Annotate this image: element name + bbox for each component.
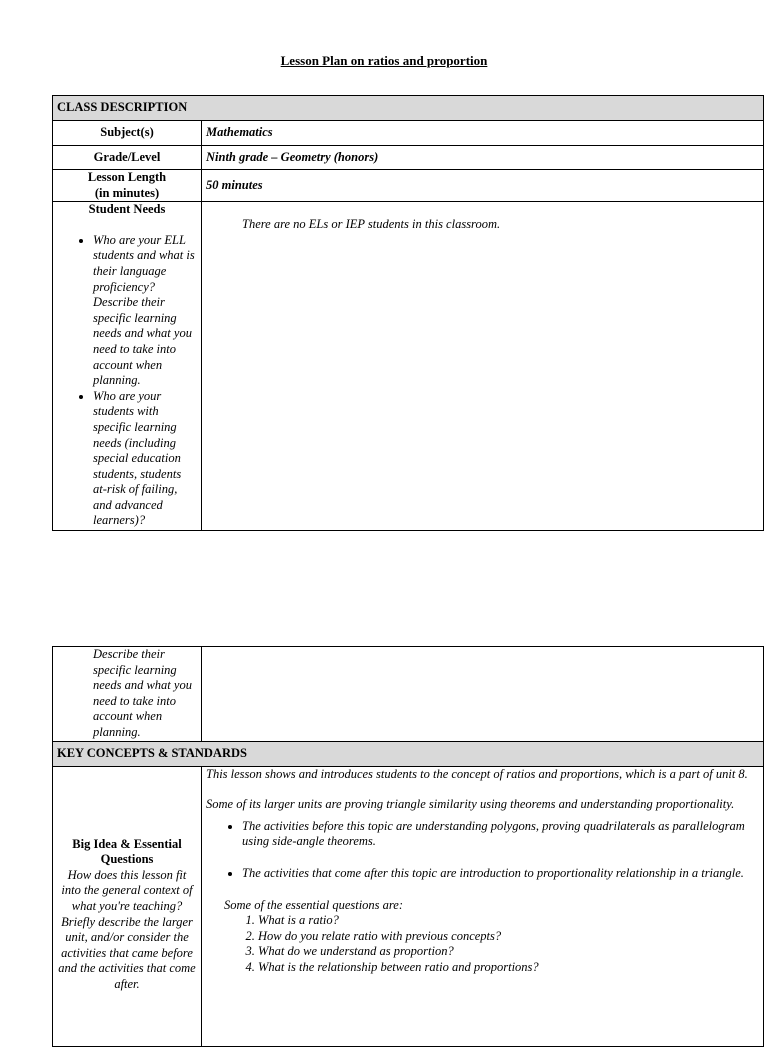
essential-questions-list: [206, 913, 759, 975]
continued-needs-empty-cell: [202, 647, 764, 742]
student-needs-label: Student Needs: [88, 202, 166, 217]
continued-needs-row: [53, 647, 764, 742]
student-needs-bullet-1: • Who are your ELL students and what is their language proficiency? Describe their specific learning needs and what you need to take into account when planning.: [93, 233, 197, 389]
class-description-header: CLASS DESCRIPTION: [53, 96, 764, 121]
lesson-length-label-line1: Lesson Length: [87, 170, 167, 184]
key-concepts-header-row: [53, 741, 764, 766]
subject-value: Mathematics: [202, 121, 764, 146]
key-concepts-table: [52, 646, 764, 1047]
lesson-length-label-line2: (in minutes): [94, 185, 160, 200]
big-idea-paragraph-1: This lesson shows and introduces students to the concept of ratios and proportions, which is a part of unit 8.: [206, 766, 748, 781]
lesson-length-value: 50 minutes: [202, 170, 764, 202]
continued-needs-text: Describe their specific learning needs and what you need to take into account when planning.: [93, 647, 192, 739]
student-needs-bullet-2: • Who are your students with specific learning needs (including special education students, students at-risk of failing, and advanced learners)?: [93, 389, 197, 529]
essential-question-3: 3. What do we understand as proportion?: [258, 944, 759, 960]
essential-question-4: 4. What is the relationship between ratio and proportions?: [258, 960, 759, 976]
class-description-header-row: [53, 96, 764, 121]
class-description-table: [52, 95, 764, 531]
essential-question-2: 2. How do you relate ratio with previous concepts?: [258, 929, 759, 945]
lesson-length-row: [53, 170, 764, 202]
student-needs-row: [53, 202, 764, 531]
student-needs-value-cell: [202, 202, 764, 531]
big-idea-content-cell: [202, 766, 764, 1046]
big-idea-prompt: How does this lesson fit into the general context of what you're teaching? Briefly describe the larger unit, and/or consider the activities that came before and the activities that come after.: [58, 867, 196, 991]
big-idea-paragraph-2: Some of its larger units are proving triangle similarity using theorems and understanding proportionality.: [206, 797, 735, 812]
student-needs-label-cell: [53, 202, 202, 531]
essential-question-1: 1. What is a ratio?: [258, 913, 759, 929]
big-idea-activity-bullets: [206, 819, 759, 882]
big-idea-bullet-1: • The activities before this topic are understanding polygons, proving quadrilaterals as parallelogram using side-angle theorems.: [242, 819, 759, 850]
key-concepts-header: KEY CONCEPTS & STANDARDS: [53, 741, 764, 766]
student-needs-value: There are no ELs or IEP students in this classroom.: [242, 217, 501, 232]
big-idea-row: [53, 766, 764, 1046]
big-idea-bullet-2: • The activities that come after this topic are introduction to proportionality relationship in a triangle.: [242, 866, 759, 882]
big-idea-label-cell: [53, 766, 202, 1046]
student-needs-bullets: [57, 233, 197, 529]
document-title: Lesson Plan on ratios and proportion: [280, 53, 488, 68]
lesson-length-label: [53, 170, 202, 202]
big-idea-label: Big Idea & Essential Questions: [72, 836, 182, 867]
grade-row: [53, 146, 764, 170]
continued-needs-cell: [53, 647, 202, 742]
subject-row: [53, 121, 764, 146]
essential-questions-heading: Some of the essential questions are:: [224, 897, 404, 912]
grade-label: Grade/Level: [53, 146, 202, 170]
subject-label: Subject(s): [53, 121, 202, 146]
grade-value: Ninth grade – Geometry (honors): [202, 146, 764, 170]
